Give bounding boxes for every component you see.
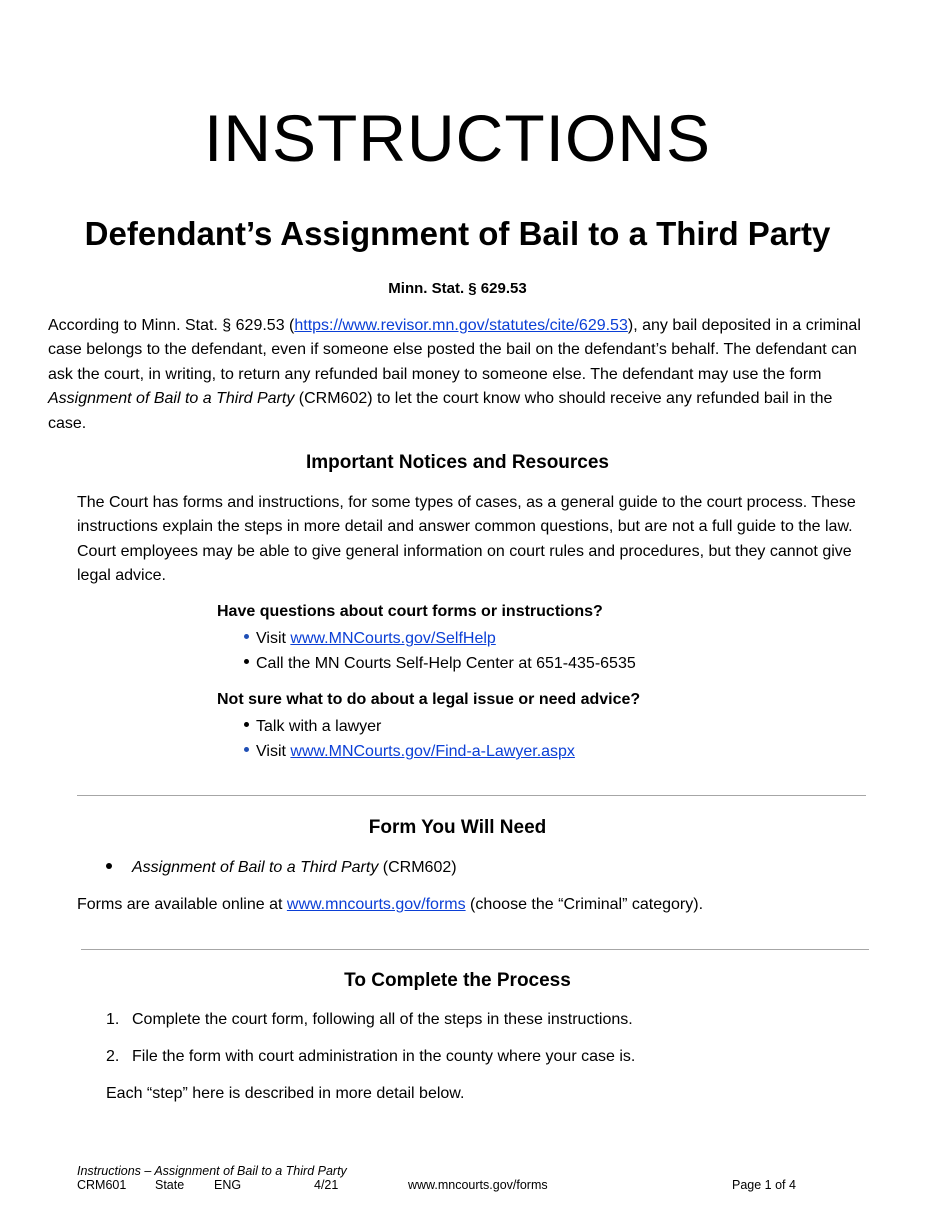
selfhelp-link[interactable]: www.MNCourts.gov/SelfHelp — [290, 630, 496, 647]
list-item: Visit www.MNCourts.gov/SelfHelp — [244, 626, 636, 651]
find-lawyer-link[interactable]: www.MNCourts.gov/Find-a-Lawyer.aspx — [290, 743, 575, 760]
legal-advice-heading: Not sure what to do about a legal issue or need advice? — [217, 691, 641, 708]
forms-link[interactable]: www.mncourts.gov/forms — [286, 896, 466, 913]
footer-date: 4/21 — [314, 1178, 339, 1192]
footer-url: www.mncourts.gov/forms — [408, 1178, 548, 1192]
forms-availability-text: Forms are available online at www.mncourts.gov/forms (choose the “Criminal” category). — [77, 896, 704, 913]
bullet-icon — [244, 659, 249, 664]
bullet-icon — [106, 863, 112, 869]
page-footer — [77, 1164, 837, 1194]
list-item: Visit www.MNCourts.gov/Find-a-Lawyer.aspx — [244, 739, 575, 764]
footer-form-code: CRM601 — [77, 1178, 127, 1192]
process-note: Each “step” here is described in more detail below. — [106, 1085, 465, 1102]
process-step: 1. Complete the court form, following all of the steps in these instructions. — [106, 1011, 633, 1028]
revisor-link[interactable]: https://www.revisor.mn.gov/statutes/cite/629.53 — [294, 317, 628, 334]
form-needed-item: Assignment of Bail to a Third Party (CRM602) — [106, 859, 457, 877]
notices-paragraph: The Court has forms and instructions, for some types of cases, as a general guide to the court process. These instructions explain the steps in more detail and answer common questions, but are not a full guide to the law. Court employees may be able to give general information on court rules and procedures, but they cannot give legal advice. — [77, 494, 856, 585]
bullet-icon — [244, 634, 249, 639]
bullet-icon — [244, 722, 249, 727]
forms-questions-heading: Have questions about court forms or instructions? — [217, 603, 603, 620]
list-item: Talk with a lawyer — [244, 714, 575, 739]
section-divider — [81, 949, 869, 950]
intro-paragraph — [48, 314, 868, 436]
process-step: 2. File the form with court administration in the county where your case is. — [106, 1048, 636, 1065]
footer-page-number: Page 1 of 4 — [732, 1178, 796, 1192]
page-title: INSTRUCTIONS — [204, 101, 711, 175]
bullet-icon — [244, 747, 249, 752]
legal-advice-list — [244, 714, 575, 764]
footer-scope: State — [155, 1178, 185, 1192]
section-divider — [77, 795, 866, 796]
list-item: Call the MN Courts Self-Help Center at 651-435-6535 — [244, 651, 636, 676]
statute-reference: Minn. Stat. § 629.53 — [388, 280, 527, 297]
form-needed-heading: Form You Will Need — [368, 817, 547, 838]
notices-heading: Important Notices and Resources — [305, 452, 610, 473]
footer-language: ENG — [214, 1178, 242, 1192]
intro-text-3: (CRM602) to let the court know who should receive any refunded bail in the case. — [48, 390, 833, 432]
intro-text-1: According to Minn. Stat. § 629.53 ( — [48, 317, 295, 334]
footer-doc-title: Instructions – Assignment of Bail to a Third Party — [77, 1164, 347, 1178]
intro-form-name: Assignment of Bail to a Third Party — [48, 390, 295, 408]
process-steps — [106, 1011, 635, 1122]
page-subtitle: Defendant’s Assignment of Bail to a Third Party — [84, 215, 831, 252]
intro-text-2: ), any bail deposited in a criminal case belongs to the defendant, even if someone else posted the bail on the defendant’s behalf. The defendant can ask the court, in writing, to return any refunded bail money to someone else. The defendant may use the form — [48, 317, 861, 383]
process-heading: To Complete the Process — [344, 970, 571, 991]
forms-questions-list — [244, 626, 636, 676]
